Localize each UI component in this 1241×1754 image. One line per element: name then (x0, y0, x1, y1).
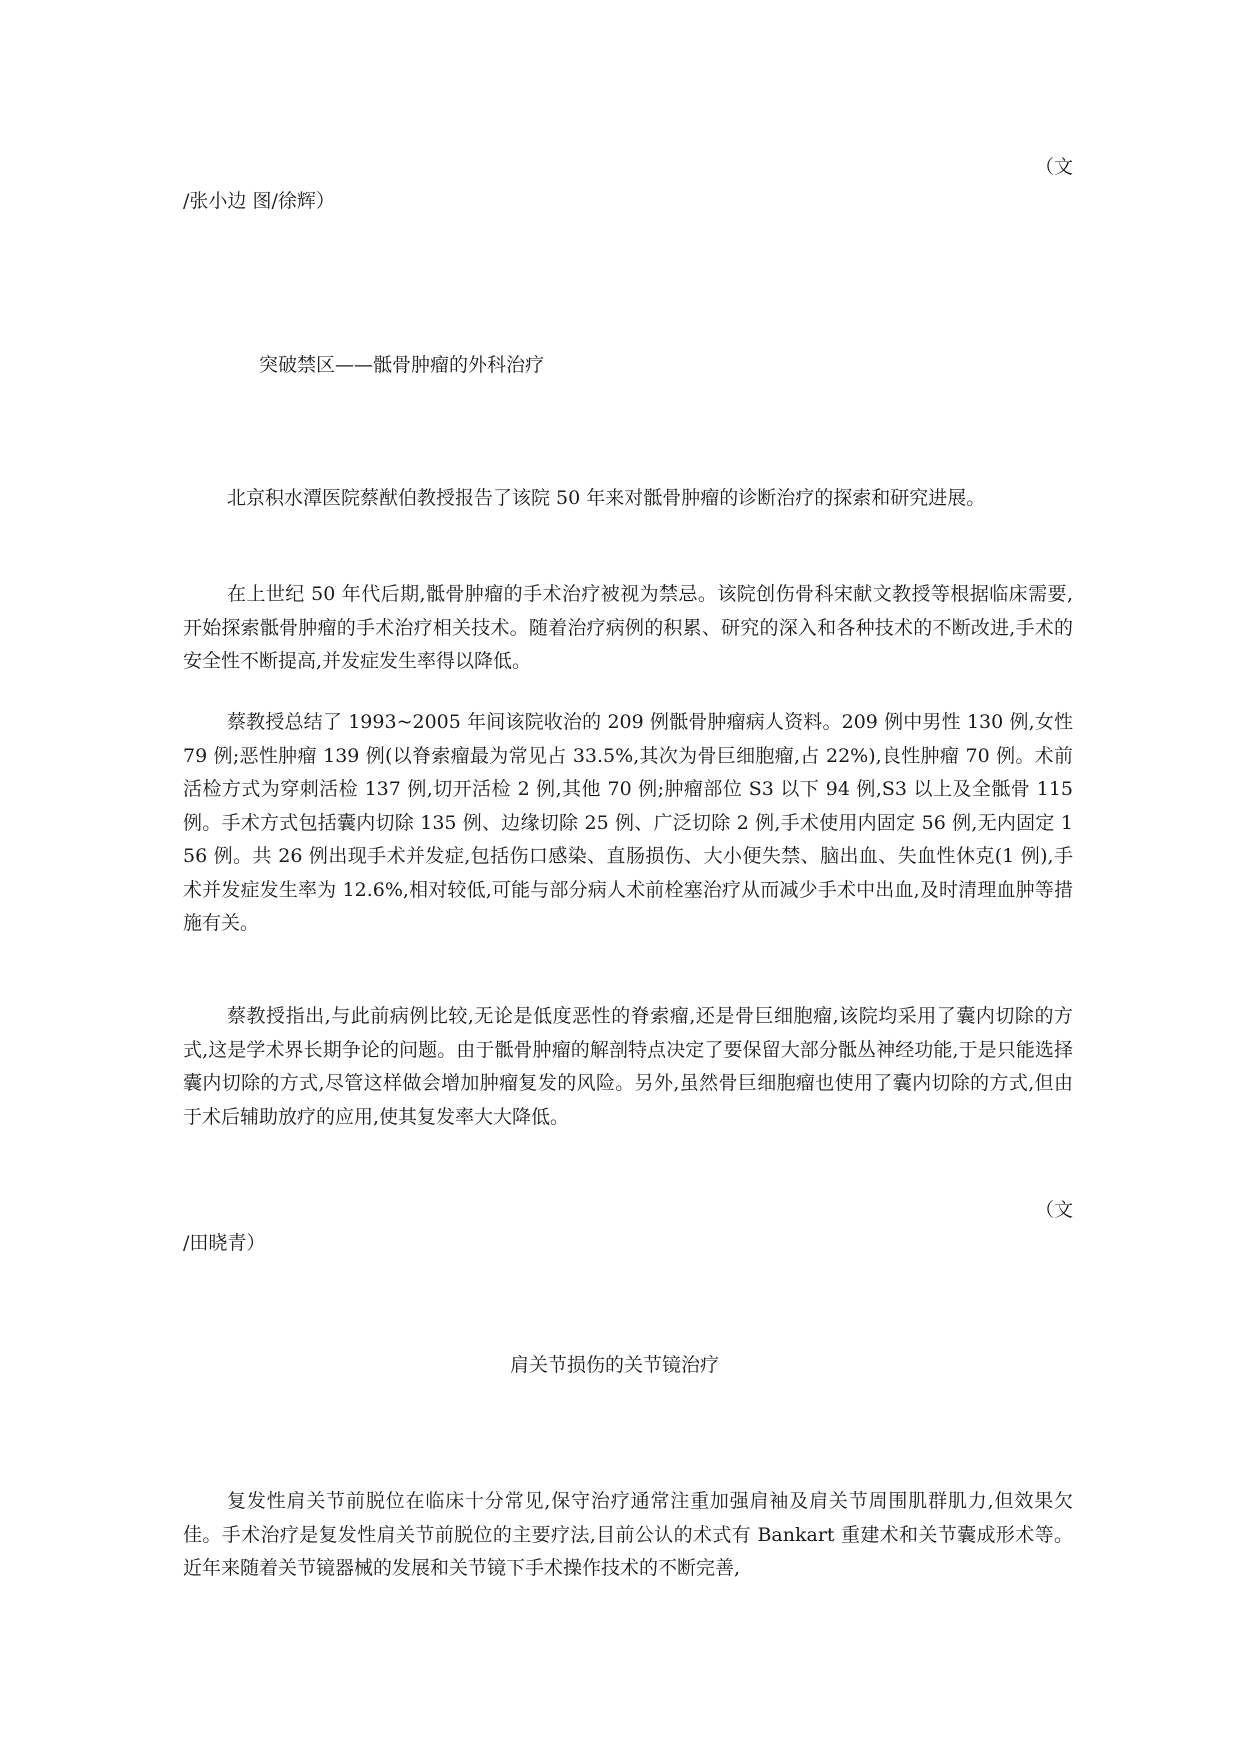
body-paragraph: 在上世纪 50 年代后期,骶骨肿瘤的手术治疗被视为禁忌。该院创伤骨科宋献文教授等根据临床需要,开始探索骶骨肿瘤的手术治疗相关技术。随着治疗病例的积累、研究的深入和各种技术的不断改进,手术的安全性不断提高,并发症发生率得以降低。 (183, 583, 1073, 672)
lead-paragraph: 北京积水潭医院蔡猷伯教授报告了该院 50 年来对骶骨肿瘤的诊断治疗的探索和研究进展。 (227, 487, 986, 509)
author-credit: /张小边 图/徐辉） (183, 190, 335, 212)
author-credit-prefix: （文 (1035, 1199, 1074, 1221)
body-paragraph: 蔡教授总结了 1993~2005 年间该院收治的 209 例骶骨肿瘤病人资料。209 例中男性 130 例,女性 79 例;恶性肿瘤 139 例(以脊索瘤最为常见占 33.5%,其次为骨巨细胞瘤,占 22%),良性肿瘤 70 例。术前活检方式为穿刺活检 137 例,切开活检 2 例,其他 70 例;肿瘤部位 S3 以下 94 例,S3 以上及全骶骨 115 例。手术方式包括囊内切除 135 例、边缘切除 25 例、广泛切除 2 例,手术使用内固定 56 例,无内固定 156 例。共 26 例出现手术并发症,包括伤口感染、直肠损伤、大小便失禁、脑出血、失血性休克(1 例),手术并发症发生率为 12.6%,相对较低,可能与部分病人术前栓塞治疗从而减少手术中出血,及时清理血肿等措施有关。 (183, 711, 1073, 934)
author-credit-prefix: （文 (1035, 156, 1074, 178)
body-paragraph: 复发性肩关节前脱位在临床十分常见,保守治疗通常注重加强肩袖及肩关节周围肌群肌力,但效果欠佳。手术治疗是复发性肩关节前脱位的主要疗法,目前公认的术式有 Bankart 重建术和关节囊成形术等。近年来随着关节镜器械的发展和关节镜下手术操作技术的不断完善, (183, 1490, 1073, 1579)
article-title: 突破禁区——骶骨肿瘤的外科治疗 (259, 354, 545, 376)
body-paragraph: 蔡教授指出,与此前病例比较,无论是低度恶性的脊索瘤,还是骨巨细胞瘤,该院均采用了囊内切除的方式,这是学术界长期争论的问题。由于骶骨肿瘤的解剖特点决定了要保留大部分骶丛神经功能,于是只能选择囊内切除的方式,尽管这样做会增加肿瘤复发的风险。另外,虽然骨巨细胞瘤也使用了囊内切除的方式,但由于术后辅助放疗的应用,使其复发率大大降低。 (183, 1005, 1073, 1128)
author-credit: /田晓青） (183, 1232, 266, 1254)
article-title: 肩关节损伤的关节镜治疗 (510, 1354, 720, 1376)
